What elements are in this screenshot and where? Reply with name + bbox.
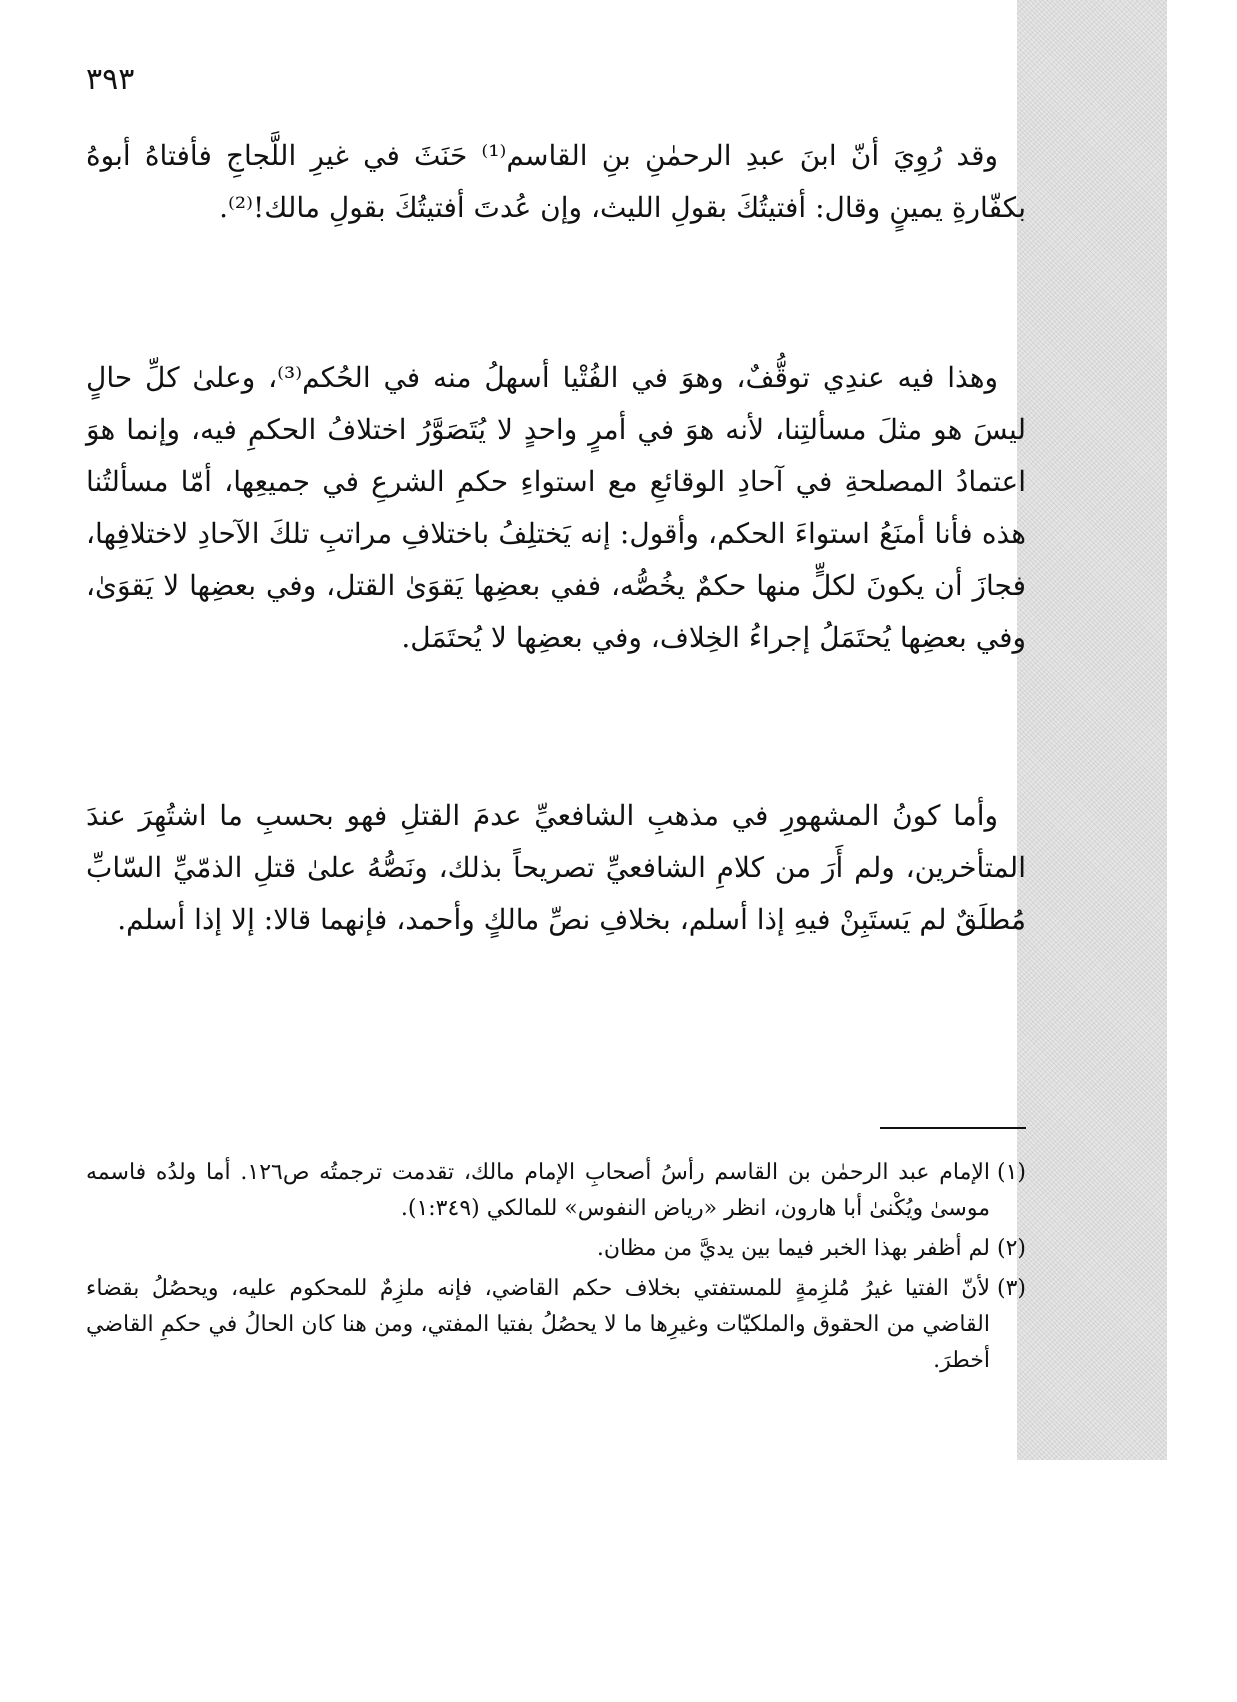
footnote-2-text: لم أظفر بهذا الخبر فيما بين يديَّ من مظان.	[596, 1236, 990, 1261]
footnote-1-mark: (١)	[997, 1160, 1027, 1185]
paragraph-3: وأما كونُ المشهورِ في مذهبِ الشافعيِّ عدمَ القتلِ فهو بحسبِ ما اشتُهِرَ عندَ المتأخرين، ولم أَرَ من كلامِ الشافعيِّ تصريحاً بذلك، ونَصُّهُ علىٰ قتلِ الذمّيِّ السّابِّ مُطلَقٌ لم يَستَبِنْ فيهِ إذا أسلم، بخلافِ نصِّ مالكٍ وأحمد، فإنهما قالا: إلا إذا أسلم.	[86, 799, 1026, 936]
footnote-separator	[880, 1127, 1026, 1129]
footnote-1-text: الإمام عبد الرحمٰن بن القاسم رأسُ أصحابِ الإمام مالك، تقدمت ترجمتُه ص١٢٦. أما ولدُه فاسمه موسىٰ ويُكْنىٰ أبا هارون، انظر «رياض النفوس» للمالكي (١:٣٤٩).	[86, 1160, 991, 1221]
footnotes	[86, 1155, 1026, 1383]
paragraph-1: وقد رُوِيَ أنّ ابنَ عبدِ الرحمٰنِ بنِ القاسم⁽¹⁾ حَنَثَ في غيرِ اللَّجاجِ فأفتاهُ أبوهُ بكفّارةِ يمينٍ وقال: أفتيتُكَ بقولِ الليث، وإن عُدتَ أفتيتُكَ بقولِ مالك!⁽²⁾.	[86, 139, 1026, 224]
paragraph-2: وهذا فيه عندِي توقُّفٌ، وهوَ في الفُتْيا أسهلُ منه في الحُكم⁽³⁾، وعلىٰ كلِّ حالٍ ليسَ هو مثلَ مسألتِنا، لأنه هوَ في أمرٍ واحدٍ لا يُتَصَوَّرُ اختلافُ الحكمِ فيه، وإنما هوَ اعتمادُ المصلحةِ في آحادِ الوقائعِ مع استواءِ حكمِ الشرعِ في جميعِها، أمّا مسألتُنا هذه فأنا أمنَعُ استواءَ الحكم، وأقول: إنه يَختلِفُ باختلافِ مراتبِ تلكَ الآحادِ لاختلافِها، فجازَ أن يكونَ لكلٍّ منها حكمٌ يخُصُّه، ففي بعضِها يَقوَىٰ القتل، وفي بعضِها لا يَقوَىٰ، وفي بعضِها يُحتَمَلُ إجراءُ الخِلاف، وفي بعضِها لا يُحتَمَل.	[86, 361, 1026, 654]
footnote-3	[86, 1271, 1026, 1379]
footnote-1	[86, 1155, 1026, 1227]
footnote-2-mark: (٢)	[996, 1236, 1026, 1261]
footnote-2	[86, 1231, 1026, 1267]
scan-gutter-shadow	[1017, 0, 1167, 1460]
footnote-3-text: لأنّ الفتيا غيرُ مُلزِمةٍ للمستفتي بخلاف حكم القاضي، فإنه ملزِمٌ للمحكوم عليه، ويحصُلُ بقضاء القاضي من الحقوق والملكيّات وغيرِها ما لا يحصُلُ بفتيا المفتي، ومن هنا كان الحالُ في حكمِ القاضي أخطرَ.	[86, 1276, 990, 1373]
page-number: ٣٩٣	[86, 62, 135, 97]
footnote-3-mark: (٣)	[996, 1276, 1026, 1301]
